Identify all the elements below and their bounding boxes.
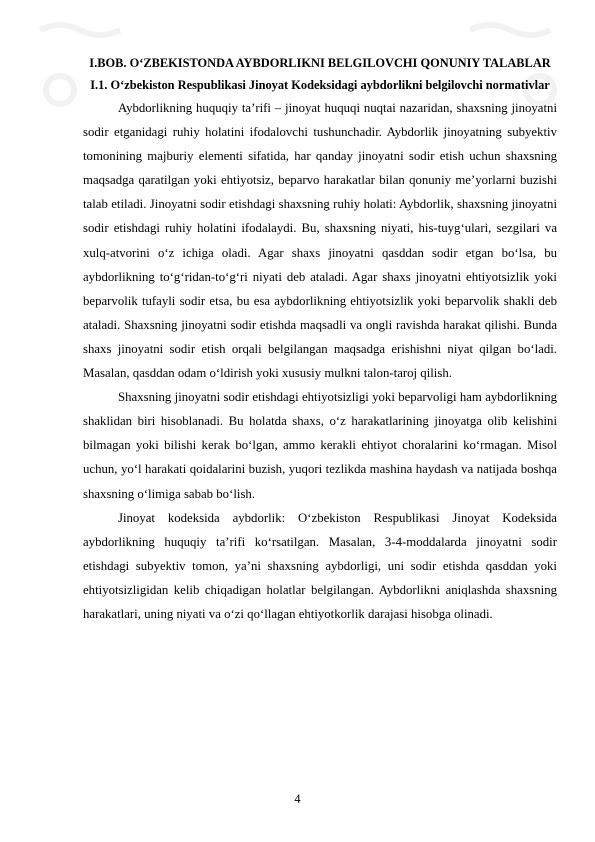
chapter-title: I.BOB. O‘ZBEKISTONDA AYBDORLIKNI BELGILOVCHI QONUNIY TALABLAR [89,56,551,70]
document-page [83,52,557,626]
paragraph-1: Aybdorlikning huquqiy taʼrifi – jinoyat huquqi nuqtai nazaridan, shaxsning jinoyatni sodir etganidagi ruhiy holatini ifodalovchi tushunchadir. Aybdorlik jinoyatning subyektiv tomonining majburiy elementi sifatida, har qanday jinoyatni sodir etish uchun shaxsning maqsadga qaratilgan yoki ehtiyotsiz, beparvo harakatlar bilan qonuniy meʼyorlarni buzishi talab etiladi. Jinoyatni sodir etishdagi shaxsning ruhiy holati: Aybdorlik, shaxsning jinoyatni sodir etishdagi ruhiy holatini ifodalaydi. Bu, shaxsning niyati, his-tuyg‘ulari, sezgilari va xulq-atvorini o‘z ichiga oladi. Agar shaxs jinoyatni qasddan sodir etgan bo‘lsa, bu aybdorlikning to‘g‘ridan-to‘g‘ri niyati deb ataladi. Agar shaxs jinoyatni ehtiyotsizlik yoki beparvolik tufayli sodir etsa, bu esa aybdorlikning ehtiyotsizlik yoki beparvolik shakli deb ataladi. Shaxsning jinoyatni sodir etishda maqsadli va ongli ravishda harakat qilishi. Bunda shaxs jinoyatni sodir etish orqali belgilangan maqsadga erishishni niyat qilgan bo‘ladi. Masalan, qasddan odam o‘ldirish yoki xususiy mulkni talon-taroj qilish. [83,101,557,381]
paragraph-2: Shaxsning jinoyatni sodir etishdagi ehtiyotsizligi yoki beparvoligi ham aybdorlikning shaklidan biri hisoblanadi. Bu holatda shaxs, o‘z harakatlarining jinoyatga olib kelishini bilmagan yoki bilishi kerak bo‘lgan, ammo kerakli ehtiyot choralarini ko‘rmagan. Misol uchun, yo‘l harakati qoidalarini buzish, yuqori tezlikda mashina haydash va natijada boshqa shaxsning o‘limiga sabab bo‘lish. [83,390,557,501]
paragraph-3: Jinoyat kodeksida aybdorlik: O‘zbekiston Respublikasi Jinoyat Kodeksida aybdorlikning huquqiy taʼrifi ko‘rsatilgan. Masalan, 3-4-moddalarda jinoyatni sodir etishdagi subyektiv tomon, yaʼni shaxsning aybdorligi, uni sodir etishda qasddan yoki ehtiyotsizligidan kelib chiqadigan holatlar belgilangan. Aybdorlikni aniqlashda shaxsning harakatlari, uning niyati va o‘zi qo‘llagan ehtiyotkorlik darajasi hisobga olinadi. [83,510,557,621]
section-title: I.1. O‘zbekiston Respublikasi Jinoyat Kodeksidagi aybdorlikni belgilovchi normativlar [90,78,550,92]
page-number: 4 [294,792,301,806]
